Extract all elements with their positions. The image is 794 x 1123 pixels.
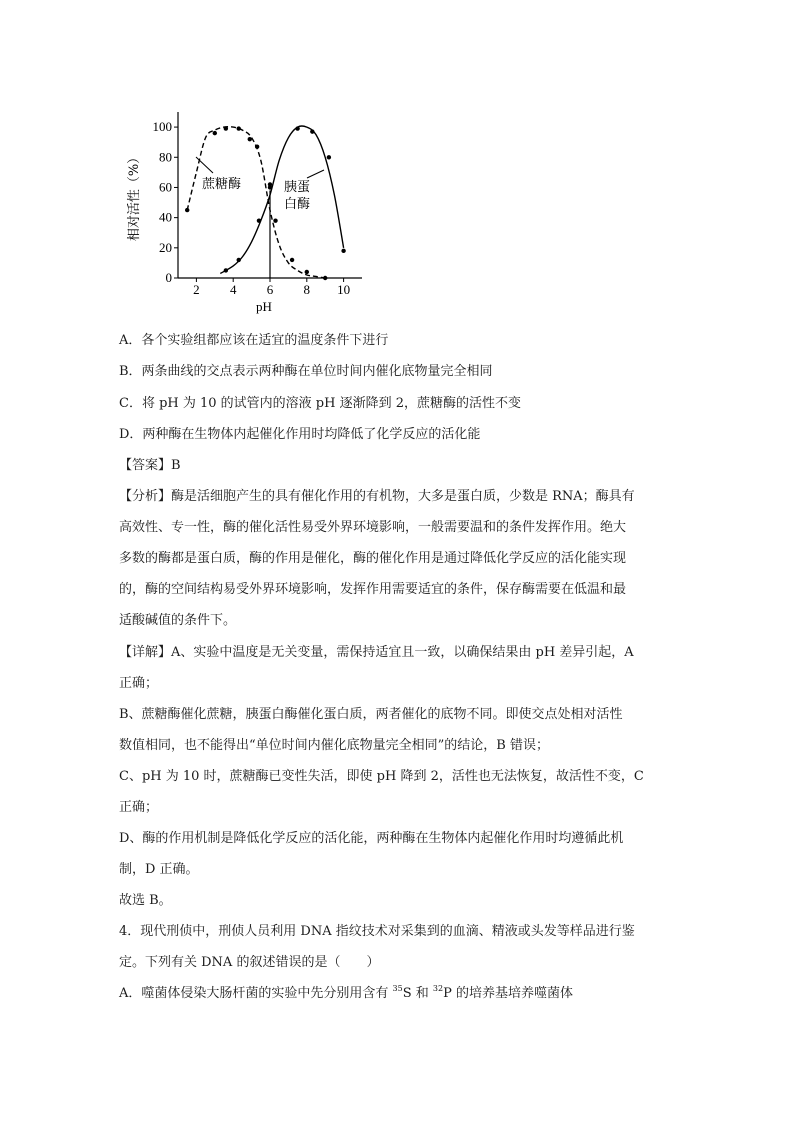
trypsin-data-point (327, 155, 331, 159)
trypsin-data-point (224, 268, 228, 272)
detail-d-line-2: 制，D 正确。 (119, 862, 199, 877)
detail-b-line-1: B、蔗糖酶催化蔗糖，胰蛋白酶催化蛋白质，两者催化的底物不同。即使交点处相对活性 (119, 707, 623, 722)
detail-a-line-2: 正确； (119, 676, 159, 691)
sucrase-data-point (248, 137, 252, 141)
sucrase-data-point (185, 208, 189, 212)
sucrase-data-point (273, 218, 277, 222)
trypsin-data-point (268, 185, 272, 189)
analysis-line-1: 【分析】酶是活细胞产生的具有催化作用的有机物，大多是蛋白质，少数是 RNA；酶具有 (119, 489, 635, 504)
enzyme-activity-chart (112, 100, 382, 325)
option-c: C．将 pH 为 10 的试管内的溶液 pH 逐渐降到 2，蔗糖酶的活性不变 (119, 396, 522, 411)
x-tick-label: 6 (266, 282, 274, 297)
answer-line: 【答案】B (119, 458, 181, 473)
sucrase-data-point (255, 145, 259, 149)
x-tick-label: 8 (303, 282, 311, 297)
detail-d-line-1: D、酶的作用机制是降低化学反应的活化能，两种酶在生物体内起催化作用时均遵循此机 (119, 831, 624, 846)
y-tick-label: 100 (152, 119, 172, 135)
isotope-35-superscript: 35 (392, 984, 403, 993)
sucrase-data-point (305, 270, 309, 274)
trypsin-label-line2: 白酶 (284, 197, 311, 212)
q4-option-a-mid: S 和 (402, 986, 433, 1001)
option-d: D．两种酶在生物体内起催化作用时均降低了化学反应的活化能 (119, 427, 481, 442)
x-tick-label: 10 (337, 282, 351, 297)
data-markers (185, 126, 346, 280)
trypsin-data-point (257, 218, 261, 222)
q4-stem-line-1: 4．现代刑侦中，刑侦人员利用 DNA 指纹技术对采集到的血滴、精液或头发等样品进行鉴 (119, 924, 635, 939)
trypsin-label-leader (307, 170, 324, 178)
conclusion-line: 故选 B。 (119, 893, 172, 908)
trypsin-label-line1: 胰蛋 (284, 180, 311, 195)
y-tick-label: 0 (165, 270, 172, 285)
detail-c-line-1: C、pH 为 10 时，蔗糖酶已变性失活，即使 pH 降到 2，活性也无法恢复，故活性不变，C (119, 769, 644, 784)
y-tick-label: 60 (159, 179, 172, 195)
detail-c-line-2: 正确； (119, 800, 159, 815)
x-axis-label: pH (256, 299, 272, 314)
sucrase-data-point (290, 258, 294, 262)
option-b: B．两条曲线的交点表示两种酶在单位时间内催化底物量完全相同 (119, 364, 493, 379)
isotope-32-superscript: 32 (432, 984, 444, 993)
sucrase-label-leader (196, 157, 213, 173)
y-tick-label: 20 (159, 239, 172, 255)
sucrase-data-point (237, 126, 241, 130)
q4-option-a (119, 984, 573, 1004)
analysis-line-5: 适酸碱值的条件下。 (119, 613, 237, 628)
sucrase-data-point (213, 131, 217, 135)
trypsin-data-point (341, 249, 345, 253)
detail-b-line-2: 数值相同，也不能得出“单位时间内催化底物量完全相同”的结论，B 错误； (119, 738, 549, 753)
y-ticks (153, 119, 179, 285)
y-tick-label: 80 (159, 149, 172, 165)
q4-stem-line-2: 定。下列有关 DNA 的叙述错误的是（ ） (119, 955, 380, 970)
x-tick-label: 4 (229, 282, 237, 297)
q4-option-a-post: P 的培养基培养噬菌体 (443, 986, 573, 1001)
q4-option-a-pre: A．噬菌体侵染大肠杆菌的实验中先分别用含有 (119, 986, 393, 1001)
analysis-line-4: 的，酶的空间结构易受外界环境影响，发挥作用需要适宜的条件，保存酶需要在低温和最 (119, 582, 627, 597)
x-tick-label: 2 (193, 282, 200, 297)
analysis-line-2: 高效性、专一性，酶的催化活性易受外界环境影响，一般需要温和的条件发挥作用。绝大 (119, 520, 627, 535)
option-a: A．各个实验组都应该在适宜的温度条件下进行 (119, 333, 389, 348)
trypsin-data-point (295, 126, 299, 130)
trypsin-curve (220, 126, 343, 274)
trypsin-data-point (310, 129, 314, 133)
y-tick-label: 40 (159, 209, 172, 225)
y-axis-label: 相对活性（%） (127, 150, 142, 242)
trypsin-data-point (237, 258, 241, 262)
sucrase-data-point (224, 126, 228, 130)
analysis-line-3: 多数的酶都是蛋白质，酶的作用是催化，酶的催化作用是通过降低化学反应的活化能实现 (119, 551, 627, 566)
sucrase-label: 蔗糖酶 (202, 177, 242, 192)
sucrase-data-point (323, 276, 327, 280)
detail-a-line-1: 【详解】A、实验中温度是无关变量，需保持适宜且一致，以确保结果由 pH 差异引起，A (119, 645, 634, 660)
x-ticks (193, 278, 350, 297)
